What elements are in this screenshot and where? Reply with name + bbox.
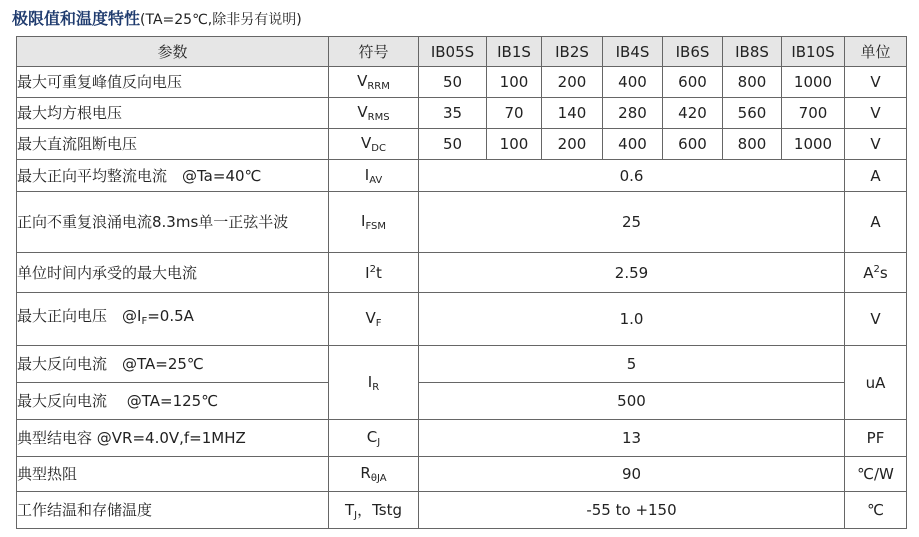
table-row [17,253,907,293]
value-cell: 100 [487,67,542,98]
table-row [17,160,907,192]
param-cell: 工作结温和存储温度 [17,492,329,529]
unit-cell: A [845,192,907,253]
param-cell: 最大反向电流 @TA=25℃ [17,346,329,383]
value-cell: 90 [419,457,845,492]
symbol-cell: $V_{RMS}$ [329,98,419,129]
table-row [17,492,907,529]
header-symbol: 符号 [329,37,419,67]
unit-cell: V [845,293,907,346]
table-row [17,98,907,129]
value-cell: -55 to +150 [419,492,845,529]
value-cell: 13 [419,420,845,457]
param-cell: 最大直流阻断电压 [17,129,329,160]
header-ib10s: IB10S [782,37,845,67]
symbol-cell: $R_{\theta JA}$ [329,457,419,492]
unit-cell: V [845,129,907,160]
value-cell: 50 [419,129,487,160]
value-cell: 25 [419,192,845,253]
unit-cell: V [845,98,907,129]
table-row [17,383,907,420]
param-cell: 最大正向平均整流电流 @Ta=40℃ [17,160,329,192]
symbol-cell: $C_J$ [329,420,419,457]
table-row [17,67,907,98]
param-cell: 最大反向电流 @TA=125℃ [17,383,329,420]
value-cell: 560 [723,98,782,129]
ratings-table [16,36,907,529]
value-cell: 140 [542,98,603,129]
value-cell: 0.6 [419,160,845,192]
table-header-row [17,37,907,67]
table-row [17,346,907,383]
unit-cell: ℃/W [845,457,907,492]
value-cell: 700 [782,98,845,129]
value-cell: 400 [603,129,663,160]
param-cell: 最大可重复峰值反向电压 [17,67,329,98]
param-cell: 典型热阻 [17,457,329,492]
value-cell: 70 [487,98,542,129]
header-ib1s: IB1S [487,37,542,67]
param-cell: 最大正向电压 $@I_F=0.5A$ [17,293,329,346]
value-cell: 280 [603,98,663,129]
header-param: 参数 [17,37,329,67]
symbol-cell: $I_{FSM}$ [329,192,419,253]
value-cell: 2.59 [419,253,845,293]
table-row [17,457,907,492]
symbol-cell: $I_{AV}$ [329,160,419,192]
section-subtitle: (TA=25℃,除非另有说明) [140,12,302,28]
value-cell: 200 [542,67,603,98]
header-unit: 单位 [845,37,907,67]
symbol-cell: $V_{RRM}$ [329,67,419,98]
value-cell: 5 [419,346,845,383]
symbol-cell: $V_{DC}$ [329,129,419,160]
symbol-cell: $T_J$，Tstg [329,492,419,529]
header-ib2s: IB2S [542,37,603,67]
unit-cell: PF [845,420,907,457]
symbol-cell: $I^2t$ [329,253,419,293]
value-cell: 400 [603,67,663,98]
value-cell: 200 [542,129,603,160]
header-ib4s: IB4S [603,37,663,67]
value-cell: 800 [723,129,782,160]
header-ib6s: IB6S [663,37,723,67]
section-heading [12,6,302,32]
table-row [17,293,907,346]
section-title: 极限值和温度特性 [12,9,141,28]
value-cell: 1.0 [419,293,845,346]
value-cell: 600 [663,129,723,160]
table-row [17,192,907,253]
value-cell: 420 [663,98,723,129]
value-cell: 600 [663,67,723,98]
unit-cell: V [845,67,907,98]
header-ib8s: IB8S [723,37,782,67]
unit-cell: uA [845,346,907,420]
table-row [17,129,907,160]
symbol-cell: $I_R$ [329,346,419,420]
unit-cell: $A^2s$ [845,253,907,293]
table-row [17,420,907,457]
value-cell: 100 [487,129,542,160]
value-cell: 500 [419,383,845,420]
value-cell: 800 [723,67,782,98]
value-cell: 50 [419,67,487,98]
unit-cell: ℃ [845,492,907,529]
symbol-cell: $V_F$ [329,293,419,346]
param-cell: 单位时间内承受的最大电流 [17,253,329,293]
value-cell: 1000 [782,67,845,98]
param-cell: 最大均方根电压 [17,98,329,129]
value-cell: 1000 [782,129,845,160]
value-cell: 35 [419,98,487,129]
param-cell: 典型结电容 @VR=4.0V,f=1MHZ [17,420,329,457]
unit-cell: A [845,160,907,192]
header-ib05s: IB05S [419,37,487,67]
param-cell: 正向不重复浪涌电流8.3ms单一正弦半波 [17,192,329,253]
